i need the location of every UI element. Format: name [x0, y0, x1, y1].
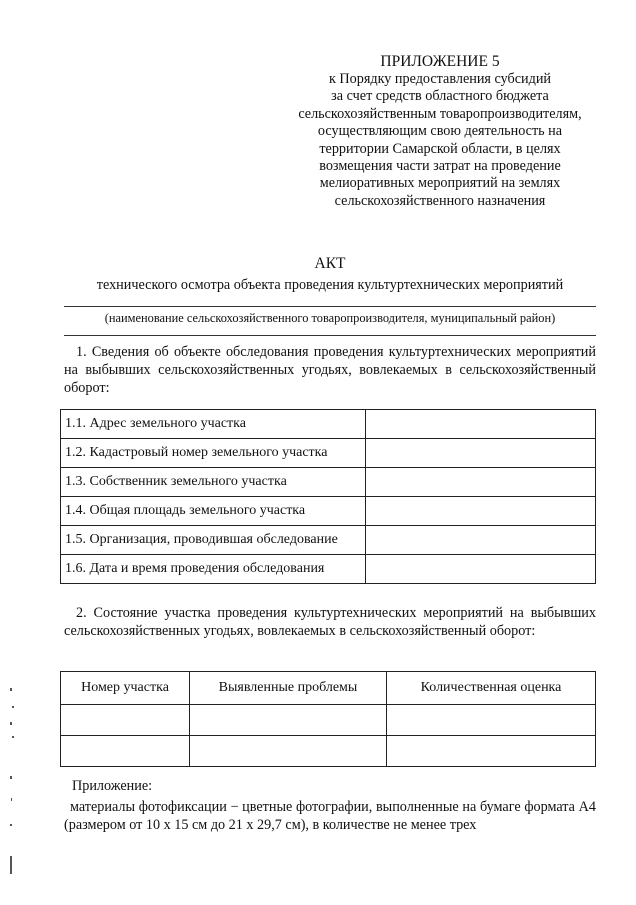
value-cell — [366, 526, 596, 555]
empty-cell — [61, 736, 190, 767]
section2-text: 2. Состояние участка проведения культуртехнических мероприятий на выбывших сельскохозяйственных угодьях, вовлекаемых в сельскохозяйственный оборот: — [64, 605, 596, 639]
row-label: 1.2. Кадастровый номер земельного участка — [61, 439, 366, 468]
column-header: Выявленные проблемы — [190, 672, 387, 705]
empty-cell — [387, 705, 596, 736]
appendix-line: осуществляющим свою деятельность на — [317, 123, 563, 140]
appendix-block — [280, 52, 600, 210]
scan-mark — [12, 706, 14, 708]
value-cell — [366, 468, 596, 497]
row-label: 1.3. Собственник земельного участка — [61, 468, 366, 497]
table-row — [61, 555, 596, 584]
divider-line — [64, 335, 596, 336]
section1-text: 1. Сведения об объекте обследования проведения культуртехнических мероприятий на выбывших сельскохозяйственных угодьях, вовлекаемых в сельскохозяйственный оборот: — [64, 344, 596, 396]
table-row — [61, 410, 596, 439]
scan-mark — [10, 688, 12, 691]
column-header: Номер участка — [61, 672, 190, 705]
row-label: 1.4. Общая площадь земельного участка — [61, 497, 366, 526]
appendix-line: возмещения части затрат на проведение — [319, 158, 561, 175]
row-label: 1.5. Организация, проводившая обследование — [61, 526, 366, 555]
scan-mark — [11, 798, 12, 801]
table-row — [61, 705, 596, 736]
empty-cell — [190, 705, 387, 736]
row-label: 1.6. Дата и время проведения обследования — [61, 555, 366, 584]
attachment-heading: Приложение: — [72, 778, 153, 794]
act-title: АКТ — [314, 255, 346, 272]
object-info-table — [60, 409, 596, 584]
attachment-text: материалы фотофиксации − цветные фотографии, выполненные на бумаге формата А4 (размером от 10 х 15 см до 21 х 29,7 см), в количестве не менее трех — [64, 799, 596, 833]
scan-mark — [10, 722, 12, 725]
producer-caption: (наименование сельскохозяйственного товаропроизводителя, муниципальный район) — [104, 311, 556, 325]
fill-in-line — [64, 306, 596, 307]
appendix-line: территории Самарской области, в целях — [319, 140, 561, 157]
scan-mark — [10, 856, 12, 874]
table-header-row — [61, 672, 596, 705]
empty-cell — [190, 736, 387, 767]
value-cell — [366, 497, 596, 526]
scan-mark — [10, 776, 12, 779]
appendix-line: за счет средств областного бюджета — [331, 88, 549, 105]
appendix-line: сельскохозяйственным товаропроизводителям, — [298, 105, 582, 122]
table-row — [61, 439, 596, 468]
column-header: Количественная оценка — [387, 672, 596, 705]
value-cell — [366, 555, 596, 584]
appendix-line: к Порядку предоставления субсидий — [328, 71, 552, 87]
scan-mark — [12, 736, 14, 738]
value-cell — [366, 410, 596, 439]
scan-mark — [10, 824, 12, 826]
plot-condition-table — [60, 671, 596, 767]
act-subtitle: технического осмотра объекта проведения культуртехнических мероприятий — [96, 277, 564, 293]
empty-cell — [387, 736, 596, 767]
table-row — [61, 497, 596, 526]
table-row — [61, 736, 596, 767]
row-label: 1.1. Адрес земельного участка — [61, 410, 366, 439]
table-row — [61, 468, 596, 497]
table-row — [61, 526, 596, 555]
empty-cell — [61, 705, 190, 736]
appendix-line: сельскохозяйственного назначения — [334, 192, 546, 209]
value-cell — [366, 439, 596, 468]
appendix-title: ПРИЛОЖЕНИЕ 5 — [380, 53, 500, 70]
appendix-line: мелиоративных мероприятий на землях — [319, 175, 561, 192]
